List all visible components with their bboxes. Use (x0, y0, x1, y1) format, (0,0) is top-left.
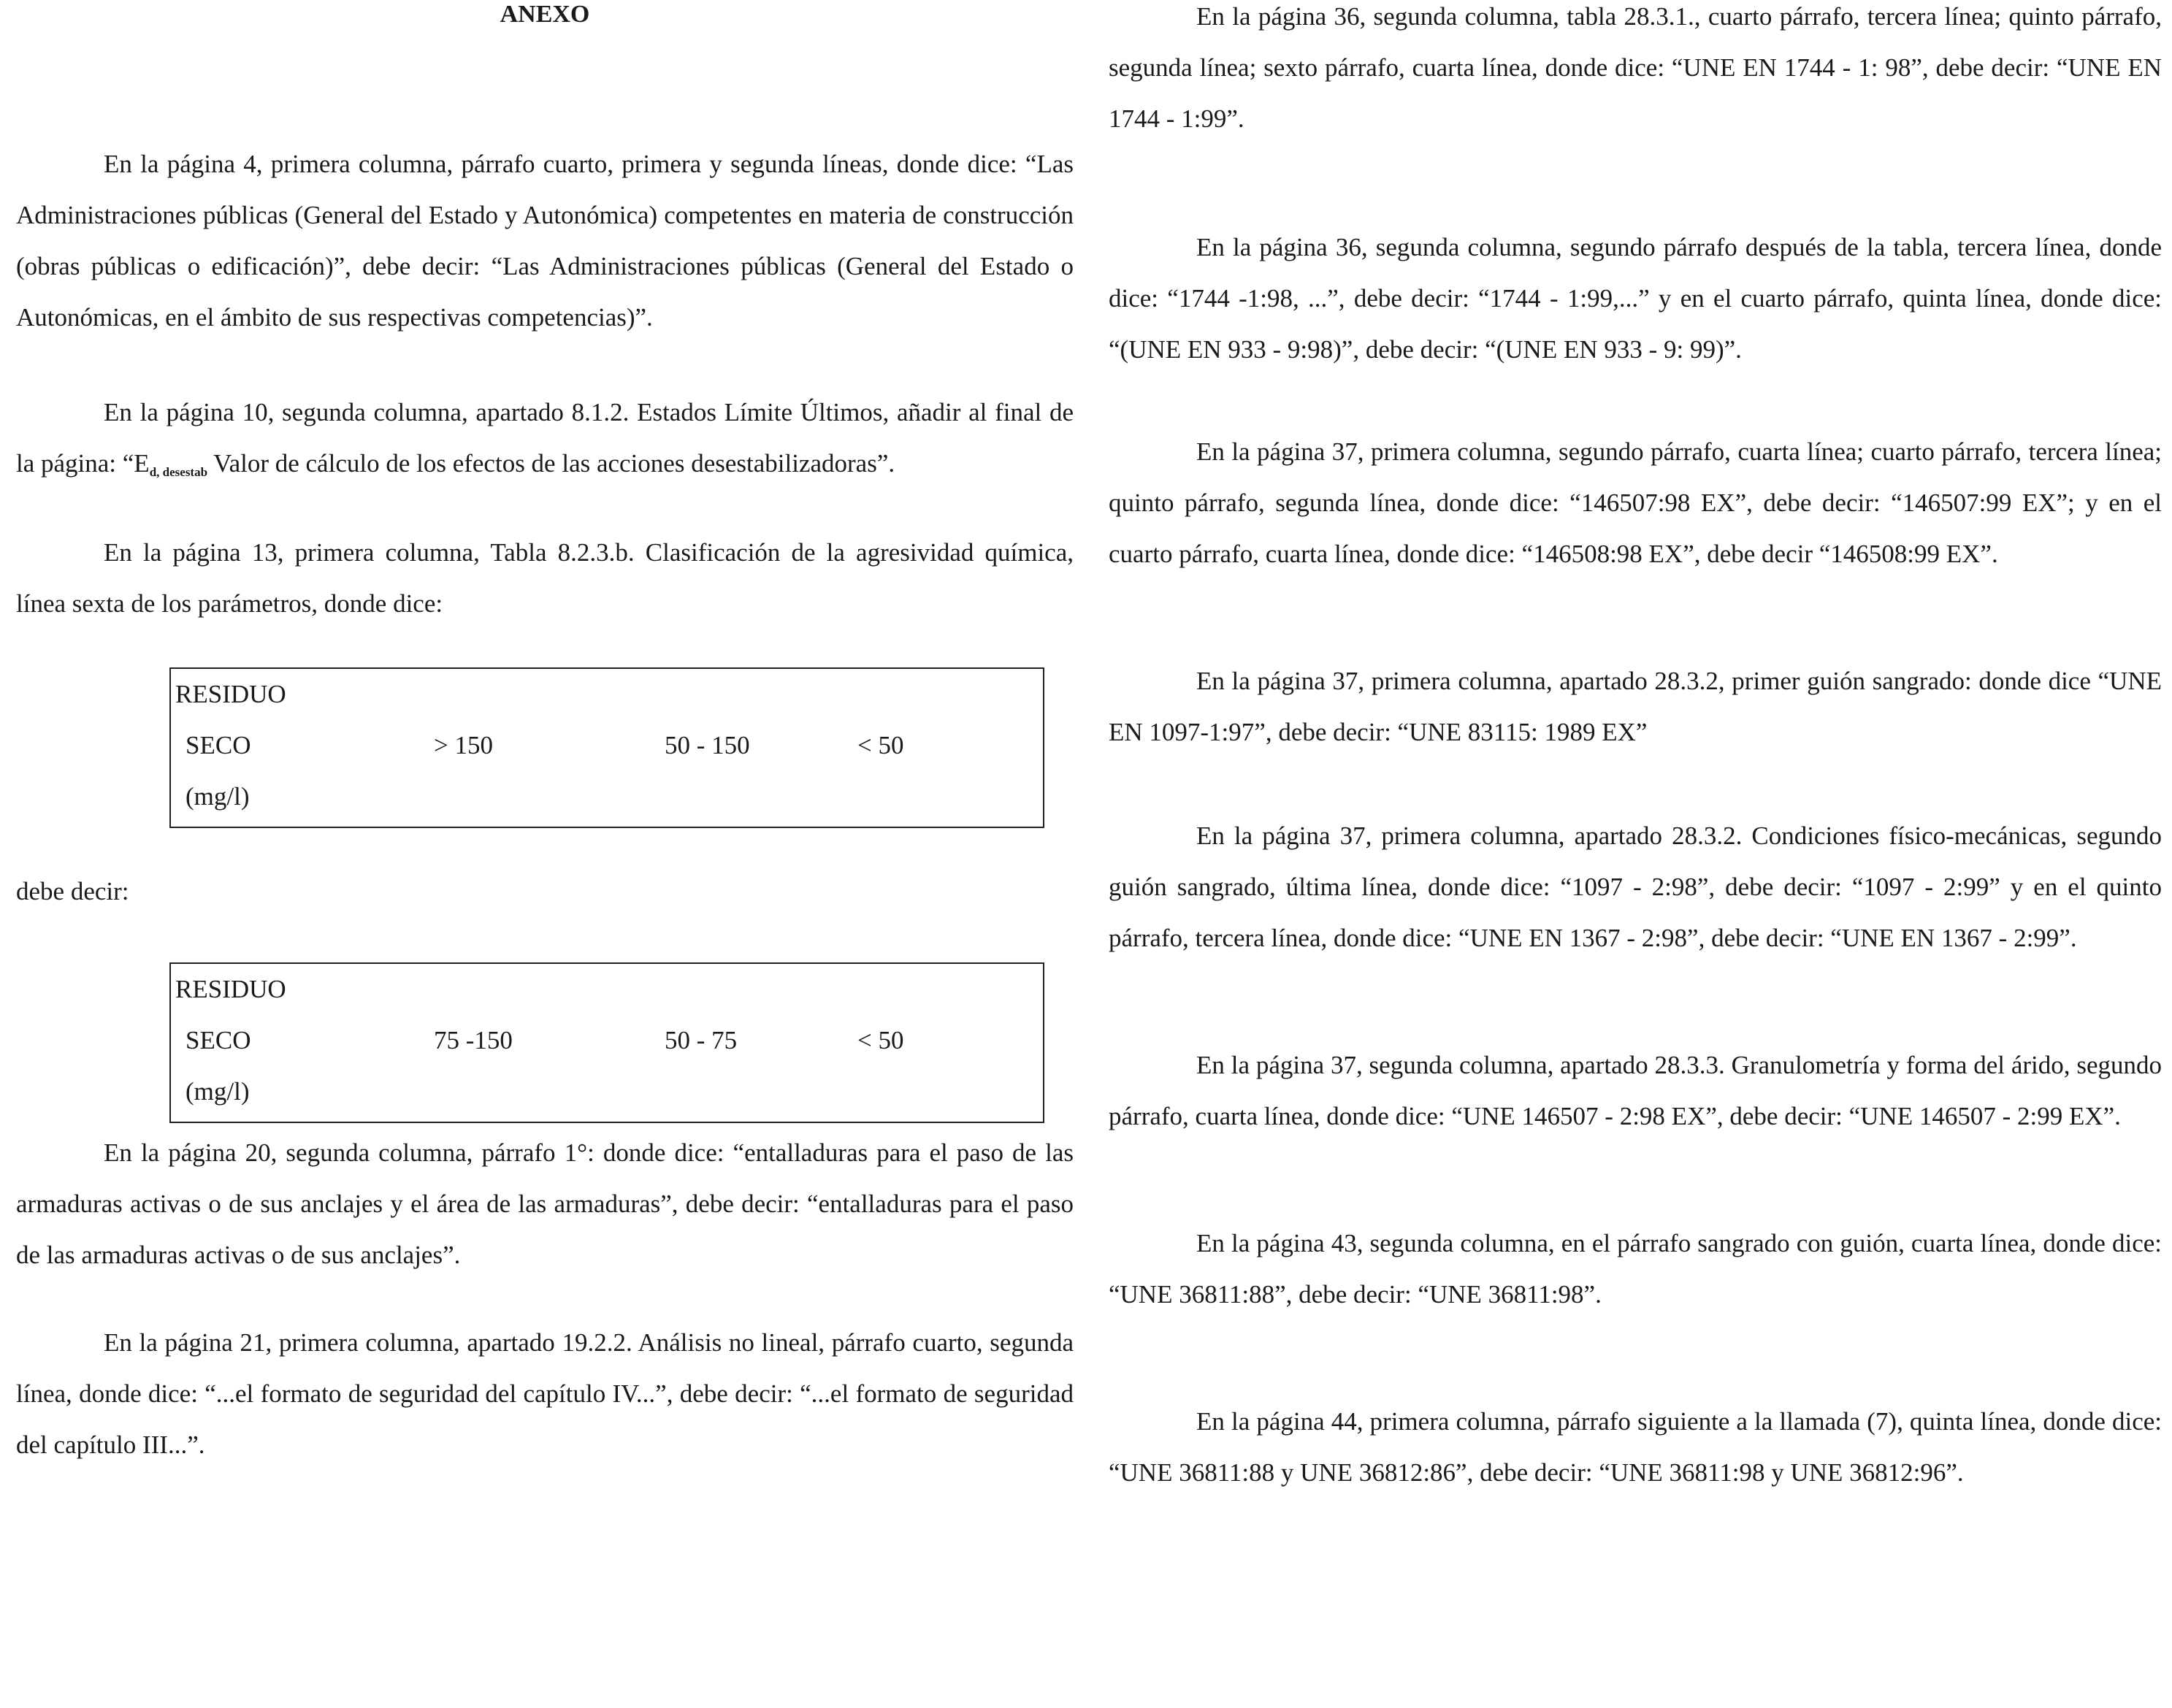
table-cell-seco: SECO (186, 731, 251, 759)
table-cell-seco: SECO (186, 1026, 251, 1054)
paragraph-pagina-10-text-b: Valor de cálculo de los efectos de las acciones desestabilizadoras”. (207, 449, 895, 478)
table-debe-decir (169, 962, 1044, 1123)
paragraph-pagina-10 (16, 387, 1074, 498)
paragraph-pagina-10-text-a: En la página 10, segunda columna, apartado 8.1.2. Estados Límite Últimos, añadir al final de la página: “E (16, 398, 1074, 478)
left-column (16, 0, 1074, 1471)
paragraph-pagina-13: En la página 13, primera columna, Tabla 8.2.3.b. Clasificación de la agresividad química, línea sexta de los parámetros, donde dice: (16, 538, 1074, 618)
table-donde-dice (169, 667, 1044, 828)
table-row (171, 964, 1043, 1015)
table-row (171, 1066, 1043, 1117)
table-cell-residuo: RESIDUO (175, 680, 286, 708)
table-cell-value-2: 50 - 75 (665, 1026, 738, 1054)
paragraph-pagina-37-a: En la página 37, primera columna, segundo párrafo, cuarta línea; cuarto párrafo, tercera línea; quinto párrafo, segunda línea, donde dice: “146507:98 EX”, debe decir: “146507:99 EX”; y en el cuarto párrafo, cuarta línea, donde dice: “146508:98 EX”, debe decir “146508:99 EX”. (1109, 437, 2162, 568)
table-cell-unit: (mg/l) (186, 782, 250, 811)
paragraph-pagina-4: En la página 4, primera columna, párrafo cuarto, primera y segunda líneas, donde dice: “Las Administraciones públicas (General del Estado y Autonómica) competentes en materia de construcción (obras públicas o edificación)”, debe decir: “Las Administraciones públicas (General del Estado o Autonómicas, en el ámbito de sus respectivas competencias)”. (16, 150, 1074, 332)
paragraph-pagina-20: En la página 20, segunda columna, párrafo 1°: donde dice: “entalladuras para el paso de las armaduras activas o de sus anclajes y el área de las armaduras”, debe decir: “entalladuras para el paso de las armaduras activas o de sus anclajes”. (16, 1138, 1074, 1269)
table-row (171, 669, 1043, 720)
table-row (171, 771, 1043, 822)
table-cell-value-3: < 50 (857, 731, 904, 759)
paragraph-pagina-36-b: En la página 36, segunda columna, segundo párrafo después de la tabla, tercera línea, donde dice: “1744 -1:98, ...”, debe decir: “1744 - 1:99,...” y en el cuarto párrafo, quinta línea, donde dice: “(UNE EN 933 - 9:98)”, debe decir: “(UNE EN 933 - 9: 99)”. (1109, 233, 2162, 364)
debe-decir-label: debe decir: (16, 877, 129, 905)
paragraph-pagina-37-b: En la página 37, primera columna, apartado 28.3.2, primer guión sangrado: donde dice “UNE EN 1097-1:97”, debe decir: “UNE 83115: 1989 EX” (1109, 667, 2162, 746)
paragraph-pagina-37-d: En la página 37, segunda columna, apartado 28.3.3. Granulometría y forma del árido, segundo párrafo, cuarta línea, donde dice: “UNE 146507 - 2:98 EX”, debe decir: “UNE 146507 - 2:99 EX”. (1109, 1051, 2162, 1130)
paragraph-pagina-21: En la página 21, primera columna, apartado 19.2.2. Análisis no lineal, párrafo cuarto, segunda línea, donde dice: “...el formato de seguridad del capítulo IV...”, debe decir: “...el formato de seguridad del capítulo III...”. (16, 1328, 1074, 1459)
table-cell-value-1: 75 -150 (434, 1026, 513, 1054)
table-cell-unit: (mg/l) (186, 1077, 250, 1106)
paragraph-pagina-37-c: En la página 37, primera columna, apartado 28.3.2. Condiciones físico-mecánicas, segundo guión sangrado, última línea, donde dice: “1097 - 2:98”, debe decir: “1097 - 2:99” y en el quinto párrafo, tercera línea, donde dice: “UNE EN 1367 - 2:98”, debe decir: “UNE EN 1367 - 2:99”. (1109, 822, 2162, 952)
table-row (171, 720, 1043, 771)
table-cell-residuo: RESIDUO (175, 975, 286, 1003)
table-cell-value-2: 50 - 150 (665, 731, 750, 759)
right-column (1109, 0, 2162, 1498)
table-cell-value-3: < 50 (857, 1026, 904, 1054)
paragraph-pagina-36-a: En la página 36, segunda columna, tabla 28.3.1., cuarto párrafo, tercera línea; quinto párrafo, segunda línea; sexto párrafo, cuarta línea, donde dice: “UNE EN 1744 - 1: 98”, debe decir: “UNE EN 1744 - 1:99”. (1109, 2, 2162, 133)
table-cell-value-1: > 150 (434, 731, 493, 759)
annex-title: ANEXO (500, 1, 590, 28)
paragraph-pagina-44: En la página 44, primera columna, párrafo siguiente a la llamada (7), quinta línea, donde dice: “UNE 36811:88 y UNE 36812:86”, debe decir: “UNE 36811:98 y UNE 36812:96”. (1109, 1407, 2162, 1487)
paragraph-pagina-43: En la página 43, segunda columna, en el párrafo sangrado con guión, cuarta línea, donde dice: “UNE 36811:88”, debe decir: “UNE 36811:98”. (1109, 1229, 2162, 1309)
table-row (171, 1015, 1043, 1066)
subscript-d-desestab: d, desestab (149, 465, 208, 479)
